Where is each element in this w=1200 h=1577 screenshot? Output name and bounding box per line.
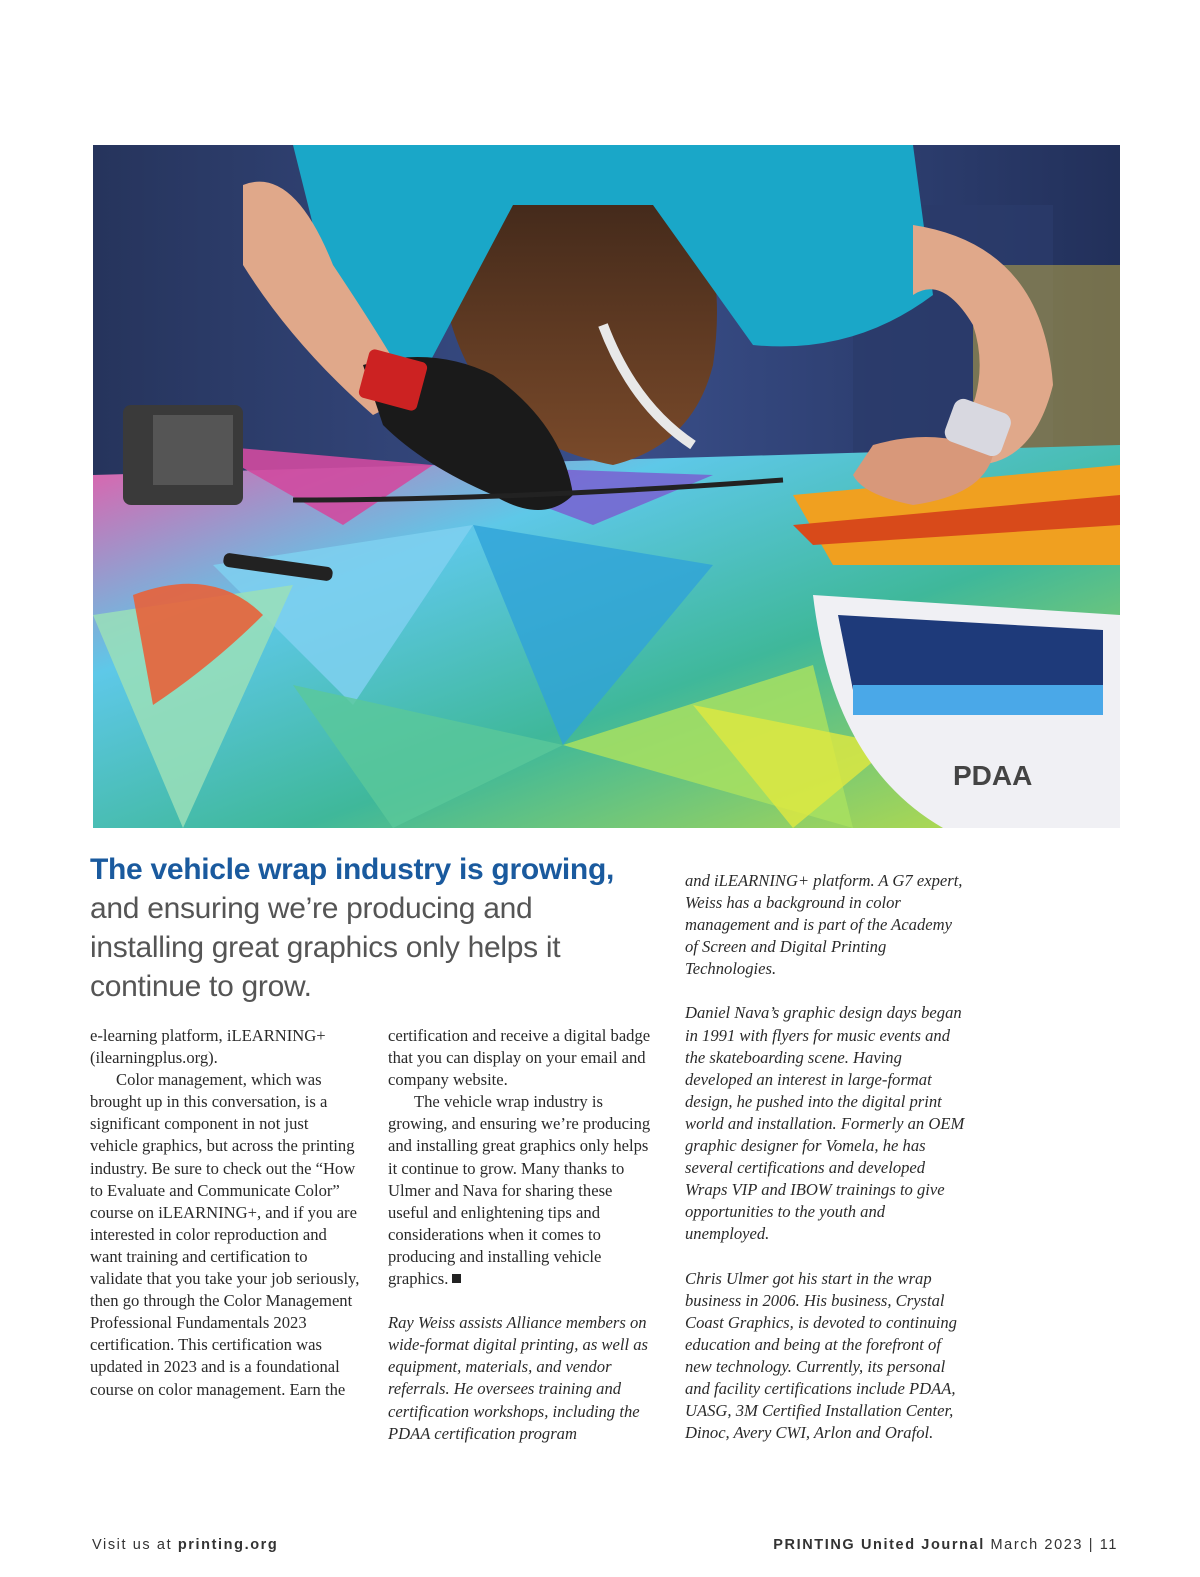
pull-quote: [90, 850, 650, 1006]
col2-paragraph-2-text: The vehicle wrap industry is growing, and ensuring we’re producing and installing great graphics only helps it continue to grow. Many thanks to Ulmer and Nava for sharing these useful and enlightening tips and considerations when it comes to producing and installing vehicle graphics.: [388, 1092, 651, 1289]
pull-quote-lead: The vehicle wrap industry is growing,: [90, 853, 615, 886]
footer-website: [92, 1537, 278, 1553]
author-bio-weiss: Ray Weiss assists Alliance members on wide-format digital printing, as well as equipment, materials, and vendor referrals. He oversees training and certification workshops, including the PDAA certification program: [388, 1313, 648, 1443]
col1-paragraph-1: e-learning platform, iLEARNING+ (ilearningplus.org).: [90, 1026, 326, 1068]
pull-quote-rest: and ensuring we’re producing and installing great graphics only helps it continue to grow.: [90, 892, 561, 1003]
photo-of-installer-applying-vehicle-wrap-icon: [93, 145, 1120, 828]
author-bio-weiss-continued: and iLEARNING+ platform. A G7 expert, Weiss has a background in color management and is part of the Academy of Screen and Digital Printing Technologies.: [685, 871, 963, 979]
col2-paragraph-1: certification and receive a digital badge that you can display on your email and company website.: [388, 1026, 651, 1090]
bio-nava: Daniel Nava’s graphic design days began in 1991 with flyers for music events and the skateboarding scene. Having developed an interest in large-format design, he pushed into the digital print world and installation. Formerly an OEM graphic designer for Vomela, he has several certifications and developed Wraps VIP and IBOW trainings to give opportunities to the youth and unemployed.: [685, 1003, 965, 1244]
page-number: 11: [1099, 1537, 1118, 1553]
body-column-3: [685, 870, 965, 1444]
body-column-2: [388, 1025, 656, 1445]
col1-paragraph-2: Color management, which was brought up in this conversation, is a significant component in not just vehicle graphics, but across the printing industry. Be sure to check out the “How to Evaluate and Communicate Color” course on iLEARNING+, and if you are interested in color reproduction and want training and certification to validate that you take your job seriously, then go through the Color Management Professional Fundamentals 2023 certification. This certification was updated in 2023 and is a foundational course on color management. Earn the: [90, 1070, 360, 1399]
footer-folio: [773, 1537, 1118, 1553]
article-photo: [93, 145, 1120, 828]
svg-text:PDAA: PDAA: [953, 760, 1033, 791]
bio-ulmer: Chris Ulmer got his start in the wrap business in 2006. His business, Crystal Coast Graphics, is devoted to continuing education and being at the forefront of new technology. Currently, its personal and facility certifications include PDAA, UASG, 3M Certified Installation Center, Dinoc, Avery CWI, Arlon and Orafol.: [685, 1268, 957, 1443]
end-mark-icon: [452, 1274, 461, 1283]
footer-separator: |: [1088, 1537, 1095, 1553]
col2-paragraph-2: [388, 1091, 656, 1290]
footer-visit-prefix: Visit us at: [92, 1537, 173, 1553]
footer-website-link[interactable]: printing.org: [177, 1537, 279, 1553]
body-column-1: [90, 1025, 360, 1401]
footer-journal-name: PRINTING United Journal: [773, 1537, 985, 1553]
footer-issue: March 2023: [990, 1537, 1084, 1553]
